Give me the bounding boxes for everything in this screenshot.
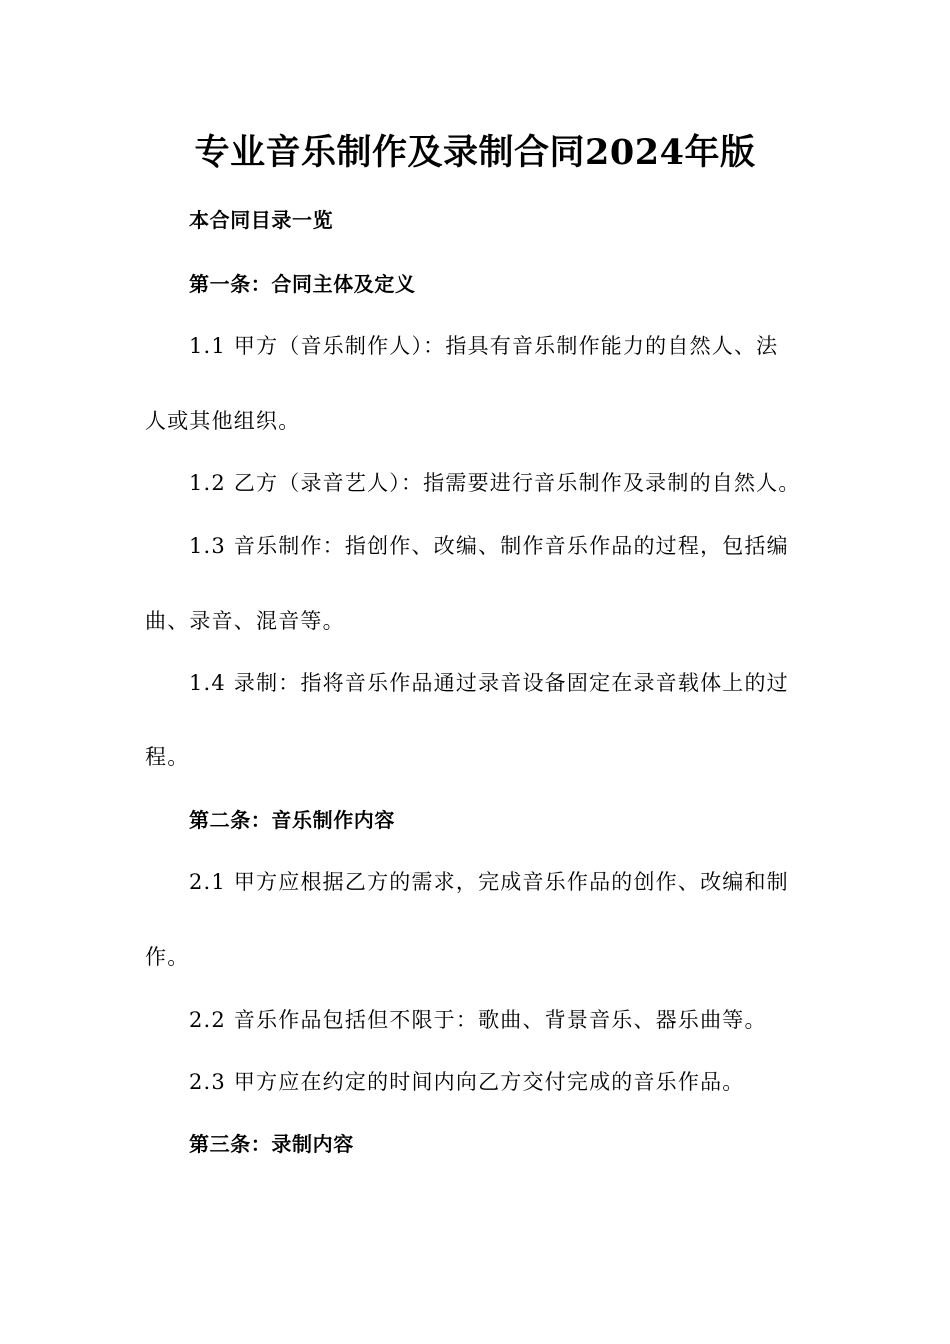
section-3-heading: 第三条：录制内容 <box>189 1132 354 1156</box>
clause-2-2: 2.2 音乐作品包括但不限于：歌曲、背景音乐、器乐曲等。 <box>189 1008 767 1032</box>
clause-1-1-line-1: 1.1 甲方（音乐制作人）：指具有音乐制作能力的自然人、法 <box>189 334 779 358</box>
toc-heading: 本合同目录一览 <box>189 208 334 232</box>
clause-1-3-line-2: 曲、录音、混音等。 <box>145 609 345 633</box>
clause-2-3: 2.3 甲方应在约定的时间内向乙方交付完成的音乐作品。 <box>189 1070 745 1094</box>
clause-1-3-line-1: 1.3 音乐制作：指创作、改编、制作音乐作品的过程，包括编 <box>189 534 789 558</box>
document-title: 专业音乐制作及录制合同2024年版 <box>194 132 756 173</box>
clause-1-4-line-2: 程。 <box>145 745 190 769</box>
section-1-heading: 第一条：合同主体及定义 <box>189 272 416 296</box>
section-2-heading: 第二条：音乐制作内容 <box>189 808 395 832</box>
clause-1-4-line-1: 1.4 录制：指将音乐作品通过录音设备固定在录音载体上的过 <box>189 671 789 695</box>
clause-2-1-line-1: 2.1 甲方应根据乙方的需求，完成音乐作品的创作、改编和制 <box>189 870 789 894</box>
clause-1-2: 1.2 乙方（录音艺人）：指需要进行音乐制作及录制的自然人。 <box>189 471 801 495</box>
clause-1-1-line-2: 人或其他组织。 <box>145 409 301 433</box>
clause-2-1-line-2: 作。 <box>145 945 190 969</box>
